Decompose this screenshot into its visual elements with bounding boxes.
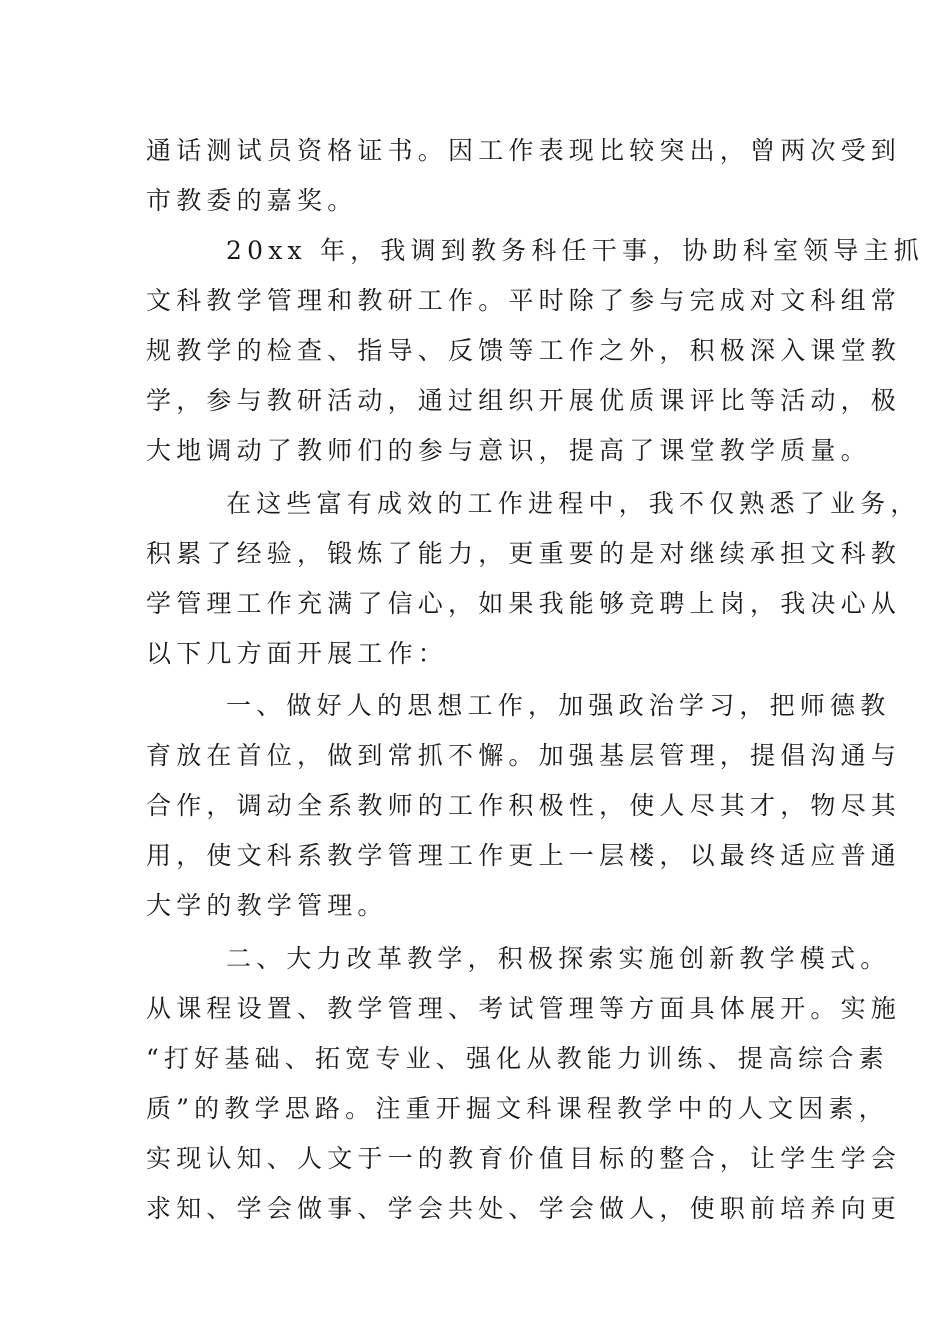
paragraph-start-line: 20xx 年，我调到教务科任干事，协助科室领导主抓: [226, 236, 924, 265]
text-line: 合作，调动全系教师的工作积极性，使人尽其才，物尽其: [146, 791, 902, 820]
text-line: 学管理工作充满了信心，如果我能够竞聘上岗，我决心从: [146, 589, 902, 618]
text-line: 通话测试员资格证书。因工作表现比较突出，曾两次受到: [146, 136, 902, 165]
text-line: 质”的教学思路。注重开掘文科课程教学中的人文因素，: [146, 1094, 889, 1123]
text-line: 育放在首位，做到常抓不懈。加强基层管理，提倡沟通与: [146, 741, 902, 770]
text-line: 从课程设置、教学管理、考试管理等方面具体展开。实施: [146, 994, 902, 1023]
paragraph-start-line: 二、大力改革教学，积极探索实施创新教学模式。: [226, 944, 891, 973]
text-line: 学，参与教研活动，通过组织开展优质课评比等活动，极: [146, 386, 902, 415]
text-line: 大学的教学管理。: [146, 891, 388, 920]
text-line: 以下几方面开展工作：: [146, 639, 449, 668]
text-line: 文科教学管理和教研工作。平时除了参与完成对文科组常: [146, 286, 902, 315]
text-line: 市教委的嘉奖。: [146, 186, 358, 215]
text-line: 用，使文科系教学管理工作更上一层楼，以最终适应普通: [146, 841, 902, 870]
text-line: 实现认知、人文于一的教育价值目标的整合，让学生学会: [146, 1144, 902, 1173]
text-line: 规教学的检查、指导、反馈等工作之外，积极深入课堂教: [146, 336, 902, 365]
paragraph-start-line: 在这些富有成效的工作进程中，我不仅熟悉了业务，: [226, 489, 921, 518]
text-line: 积累了经验，锻炼了能力，更重要的是对继续承担文科教: [146, 539, 902, 568]
text-line: 大地调动了教师们的参与意识，提高了课堂教学质量。: [146, 436, 871, 465]
paragraph-start-line: 一、做好人的思想工作，加强政治学习，把师德教: [226, 691, 891, 720]
text-line: “打好基础、拓宽专业、强化从教能力训练、提高综合素: [146, 1044, 889, 1073]
text-line: 求知、学会做事、学会共处、学会做人，使职前培养向更: [146, 1194, 902, 1223]
